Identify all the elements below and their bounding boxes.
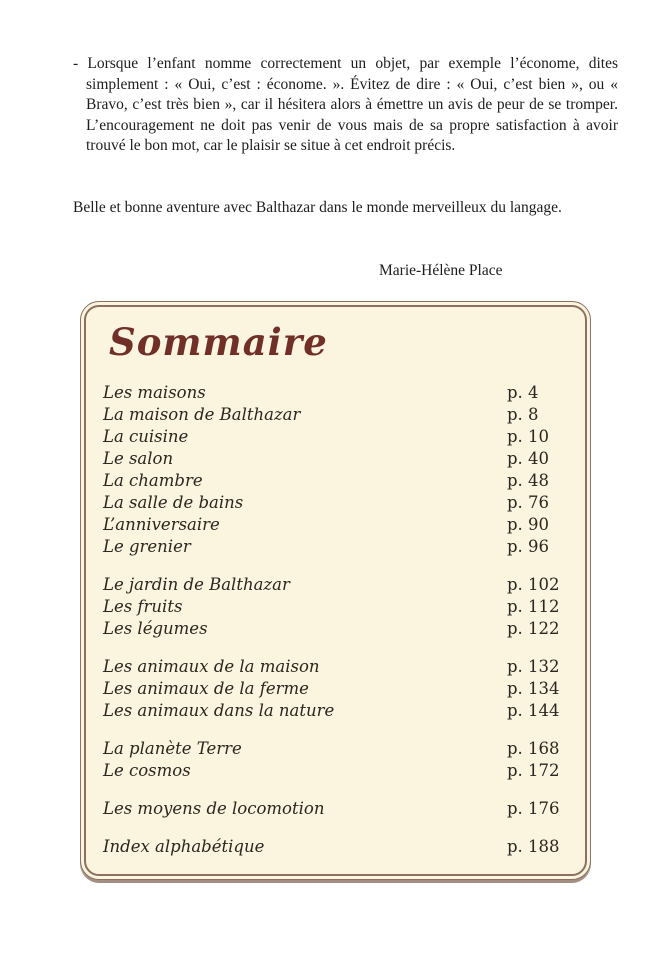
toc-entry-page: p. 188 [507,837,560,856]
toc-entry [103,470,567,492]
toc-entry-page: p. 4 [507,383,539,402]
toc-entry-page: p. 48 [507,471,550,490]
toc-entry-page: p. 122 [507,619,560,638]
toc-entry-label: Les moyens de locomotion [103,799,325,818]
toc-entry-label: La cuisine [103,427,189,446]
toc-entry-page: p. 134 [507,679,560,698]
toc-entry [103,618,567,640]
toc-entry-page: p. 76 [507,493,550,512]
toc-entry-label: La planète Terre [103,739,242,758]
toc-entry-label: Les fruits [103,597,183,616]
toc-entry-page: p. 168 [507,739,560,758]
toc-entry [103,426,567,448]
toc-group [103,738,567,782]
toc-entry [103,738,567,760]
toc-entry-label: Les animaux dans la nature [103,701,335,720]
toc-entry [103,760,567,782]
toc-entry-page: p. 96 [507,537,550,556]
closing-paragraph: Belle et bonne aventure avec Balthazar dans le monde merveilleux du langage. [73,199,562,216]
toc-entry-page: p. 102 [507,575,560,594]
toc-entry-label: Le jardin de Balthazar [103,575,290,594]
toc-entry-label: Les animaux de la maison [103,657,320,676]
toc-entry [103,492,567,514]
toc-entry-page: p. 172 [507,761,560,780]
toc-entry-label: Les animaux de la ferme [103,679,309,698]
intro-paragraph: - Lorsque l’enfant nomme correctement un objet, par exemple l’économe, dites simplement : « Oui, c’est : économe. ». Évitez de dire : « Oui, c’est bien », ou « Bravo, c’est très bien », car il hésitera alors à émettre un avis de peur de se tromper. L’encouragement ne doit pas venir de vous mais de sa propre satisfaction à avoir trouvé le bon mot, car le plaisir se situe à cet endroit précis. [73,55,618,155]
toc-group [103,574,567,640]
toc-group [103,382,567,558]
toc-entry [103,514,567,536]
toc-entry-label: Les maisons [103,383,206,402]
toc-entry-page: p. 176 [507,799,560,818]
toc-entry [103,382,567,404]
toc-group [103,656,567,722]
toc-entry-label: Le grenier [103,537,191,556]
toc-entry-label: L’anniversaire [103,515,220,534]
toc-entry-page: p. 112 [507,597,560,616]
toc-entry-page: p. 144 [507,701,560,720]
toc-entry [103,536,567,558]
toc-entry [103,596,567,618]
author-name: Marie-Hélène Place [379,262,503,279]
toc-entry-page: p. 90 [507,515,550,534]
sommaire-box [80,301,591,880]
toc-entry-label: Index alphabétique [103,837,265,856]
toc-entry [103,404,567,426]
toc-entry-label: Le cosmos [103,761,191,780]
toc-entry [103,836,567,858]
toc-entry-page: p. 132 [507,657,560,676]
toc-group [103,798,567,820]
sommaire-title: Sommaire [109,320,328,364]
sommaire-box-inner [84,305,587,876]
toc-entry-label: Les légumes [103,619,208,638]
toc-entry-label: La salle de bains [103,493,244,512]
toc-entry-page: p. 10 [507,427,550,446]
toc-entry [103,448,567,470]
toc-entry [103,574,567,596]
toc-entry [103,656,567,678]
toc-entry-page: p. 8 [507,405,539,424]
toc-entry-label: La maison de Balthazar [103,405,301,424]
toc-group [103,836,567,858]
toc-entry-label: La chambre [103,471,203,490]
toc-entry [103,798,567,820]
toc-groups [103,382,567,858]
toc-entry [103,700,567,722]
toc-entry-page: p. 40 [507,449,550,468]
toc-entry [103,678,567,700]
toc-entry-label: Le salon [103,449,174,468]
